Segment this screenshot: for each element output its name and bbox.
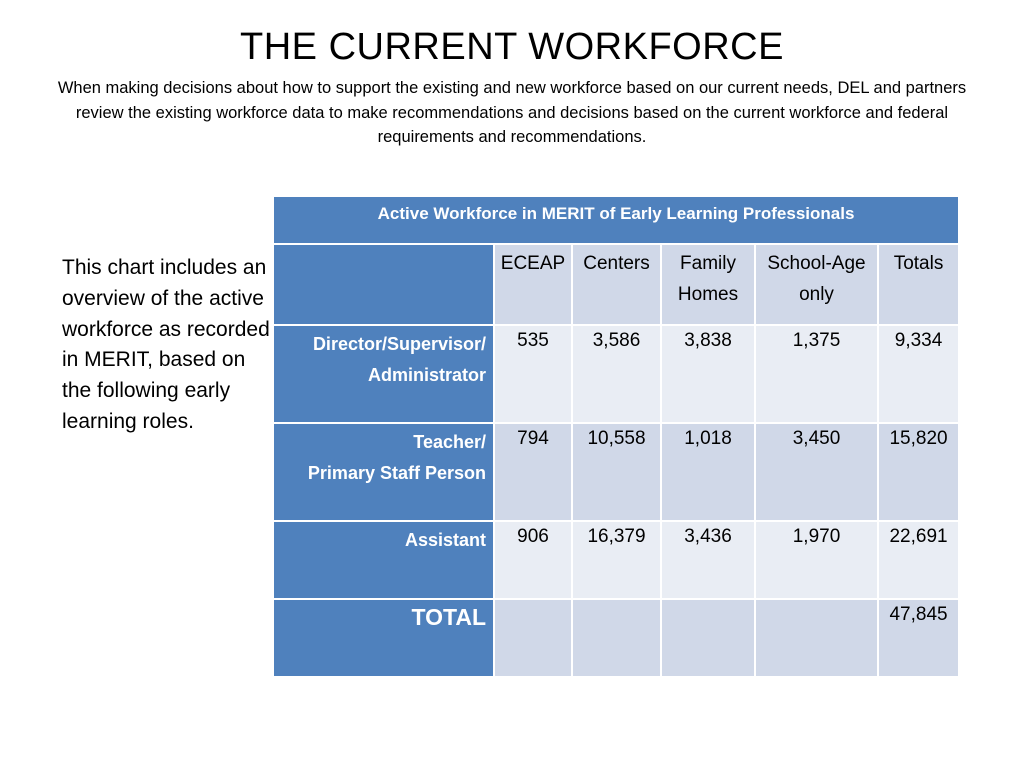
column-header — [494, 244, 572, 325]
header-blank-cell — [273, 244, 494, 325]
page-title: THE CURRENT WORKFORCE — [240, 26, 784, 68]
table-cell: 10,558 — [572, 423, 661, 521]
table-cell: 1,970 — [755, 521, 878, 599]
column-header — [755, 244, 878, 325]
table-cell: 22,691 — [878, 521, 959, 599]
row-label — [273, 521, 494, 599]
total-label: TOTAL — [273, 599, 494, 677]
table-cell: 3,450 — [755, 423, 878, 521]
total-cell — [494, 599, 572, 677]
total-cell — [572, 599, 661, 677]
table-cell: 906 — [494, 521, 572, 599]
table-cell: 3,436 — [661, 521, 755, 599]
table-cell: 3,586 — [572, 325, 661, 423]
header-row — [273, 244, 959, 325]
row-label-line: Teacher/ — [413, 432, 486, 452]
row-label — [273, 423, 494, 521]
workforce-table-container — [272, 195, 958, 678]
column-header-line: only — [799, 284, 834, 305]
side-note: This chart includes an overview of the active workforce as recorded in MERIT, based on the following early learning roles. — [62, 256, 270, 433]
table-cell: 535 — [494, 325, 572, 423]
table-cell: 16,379 — [572, 521, 661, 599]
column-header — [878, 244, 959, 325]
column-header-line: Centers — [583, 253, 650, 274]
table-cell: 1,375 — [755, 325, 878, 423]
table-row — [273, 423, 959, 521]
column-header-line: ECEAP — [500, 253, 566, 274]
row-label-line: Primary Staff Person — [307, 463, 486, 483]
row-label — [273, 325, 494, 423]
table-cell: 794 — [494, 423, 572, 521]
grand-total-cell: 47,845 — [878, 599, 959, 677]
row-label-line: Administrator — [367, 365, 486, 385]
caption-row — [273, 196, 959, 244]
table-caption: Active Workforce in MERIT of Early Learning Professionals — [273, 196, 959, 244]
table-row — [273, 521, 959, 599]
column-header — [661, 244, 755, 325]
column-header-line: Totals — [893, 253, 944, 274]
row-label-line: Director/Supervisor/ — [312, 334, 486, 354]
workforce-table — [272, 195, 960, 678]
total-row — [273, 599, 959, 677]
column-header-line: Homes — [677, 284, 739, 305]
column-header — [572, 244, 661, 325]
table-row — [273, 325, 959, 423]
table-cell: 3,838 — [661, 325, 755, 423]
total-cell — [661, 599, 755, 677]
table-cell: 1,018 — [661, 423, 755, 521]
total-cell — [755, 599, 878, 677]
table-cell: 15,820 — [878, 423, 959, 521]
row-label-line: Assistant — [404, 530, 486, 550]
column-header-line: School-Age — [767, 253, 866, 274]
column-header-line: Family — [680, 253, 736, 274]
page-subtitle: When making decisions about how to support the existing and new workforce based on our current needs, DEL and partners review the existing workforce data to make recommendations and decisions based on the current workforce and federal requirements and recommendations. — [57, 79, 967, 146]
table-cell: 9,334 — [878, 325, 959, 423]
